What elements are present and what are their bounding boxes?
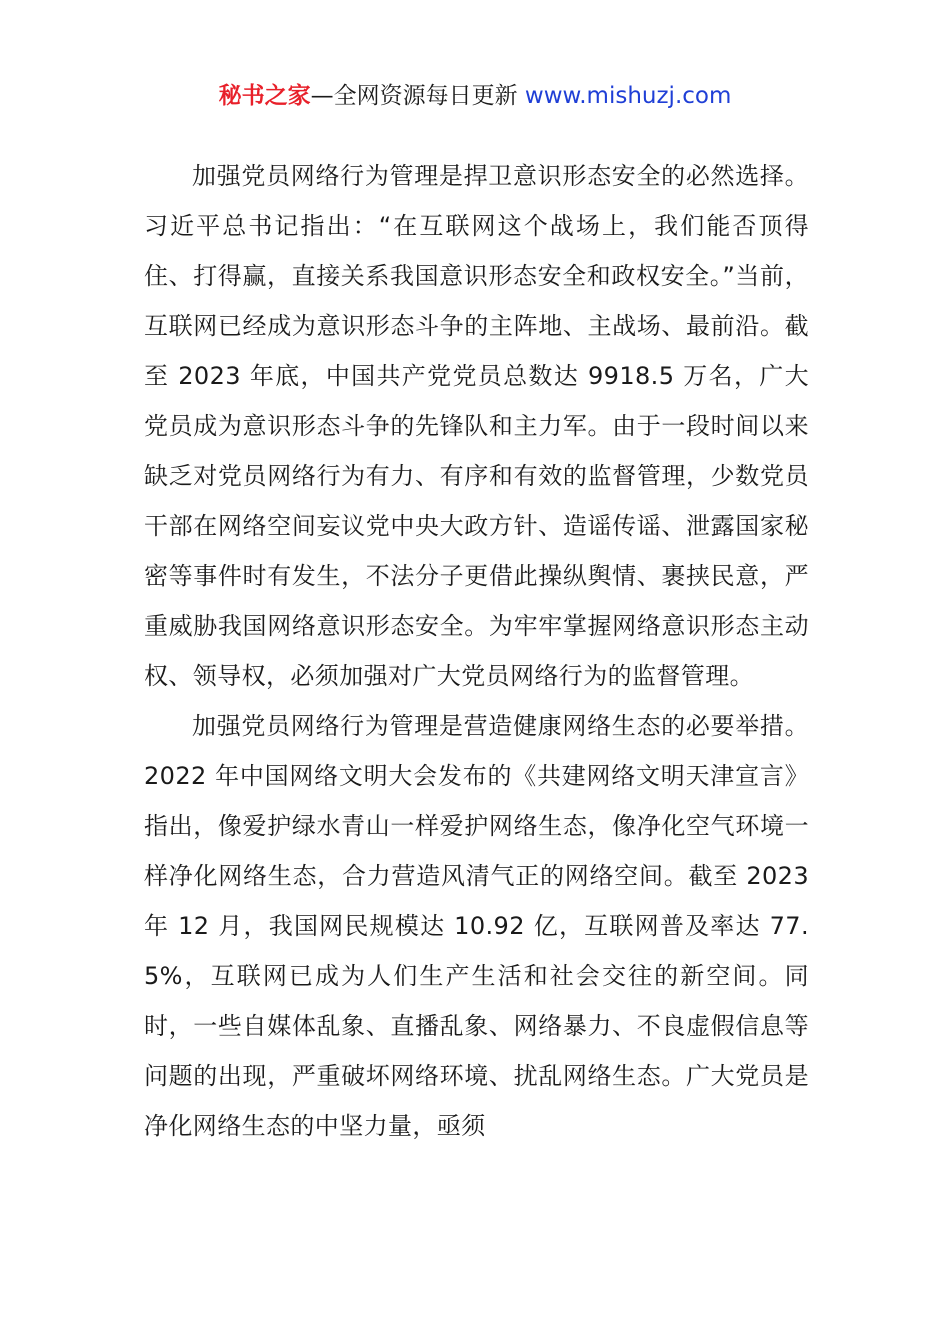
- site-url-link[interactable]: www.mishuzj.com: [524, 83, 732, 109]
- article-body: [144, 151, 809, 1151]
- brand-name: 秘书之家: [218, 83, 311, 109]
- site-header: [0, 80, 950, 112]
- header-tagline: —全网资源每日更新: [310, 83, 518, 109]
- paragraph: 加强党员网络行为管理是捍卫意识形态安全的必然选择。习近平总书记指出：“在互联网这个战场上，我们能否顶得住、打得赢，直接关系我国意识形态安全和政权安全。”当前，互联网已经成为意识形态斗争的主阵地、主战场、最前沿。截至 2023 年底，中国共产党党员总数达 9918.5 万名，广大党员成为意识形态斗争的先锋队和主力军。由于一段时间以来缺乏对党员网络行为有力、有序和有效的监督管理，少数党员干部在网络空间妄议党中央大政方针、造谣传谣、泄露国家秘密等事件时有发生，不法分子更借此操纵舆情、裹挟民意，严重威胁我国网络意识形态安全。为牢牢掌握网络意识形态主动权、领导权，必须加强对广大党员网络行为的监督管理。: [144, 162, 809, 690]
- paragraph: 加强党员网络行为管理是营造健康网络生态的必要举措。2022 年中国网络文明大会发布的《共建网络文明天津宣言》指出，像爱护绿水青山一样爱护网络生态，像净化空气环境一样净化网络生态，合力营造风清气正的网络空间。截至 2023 年 12 月，我国网民规模达 10.92 亿，互联网普及率达 77.5%，互联网已成为人们生产生活和社会交往的新空间。同时，一些自媒体乱象、直播乱象、网络暴力、不良虚假信息等问题的出现，严重破坏网络环境、扰乱网络生态。广大党员是净化网络生态的中坚力量，亟须: [144, 712, 809, 1140]
